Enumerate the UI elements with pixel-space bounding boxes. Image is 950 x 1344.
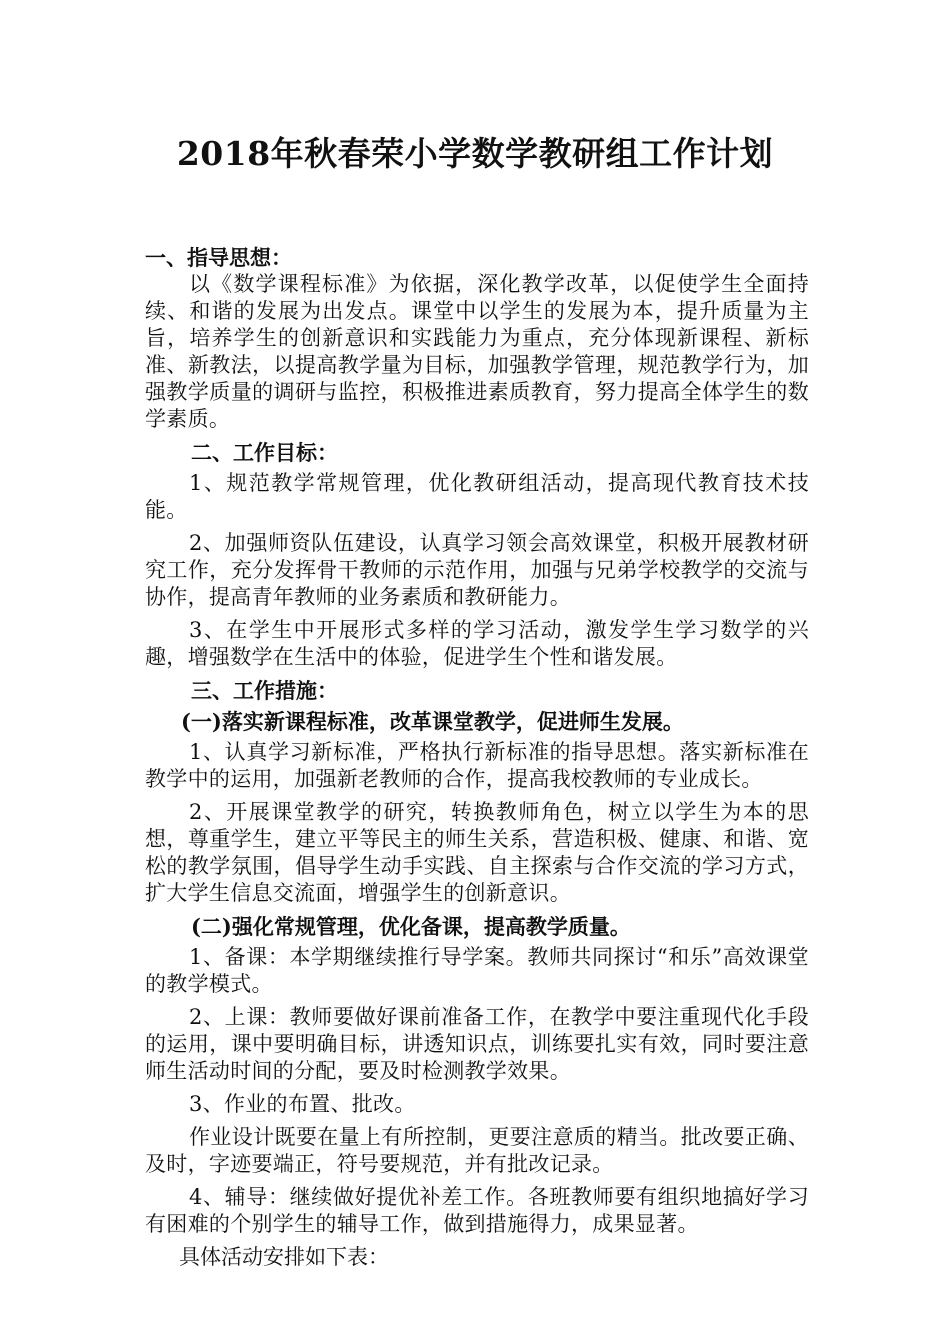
subsection-heading-1: (一)落实新课程标准，改革课堂教学，促进师生发展。 [181,709,684,734]
section-heading-work-goals: 二、工作目标： [191,440,338,465]
measure-2-item-3: 3、作业的布置、批改。 [189,1092,416,1116]
measure-1-item-1: 1、认真学习新标准，严格执行新标准的指导思想。落实新标准在教学中的运用，加强新老教师的合作，提高我校教师的专业成长。 [145,740,809,791]
measure-2-item-1: 1、备课：本学期继续推行导学案。教师共同探讨“和乐”高效课堂的教学模式。 [145,945,809,996]
measure-2-item-5: 4、辅导：继续做好提优补差工作。各班教师要有组织地搞好学习有困难的个别学生的辅导工作，做到措施得力，成果显著。 [145,1185,809,1236]
measure-2-item-2: 2、上课：教师要做好课前准备工作，在教学中要注重现代化手段的运用，课中要明确目标，讲透知识点，训练要扎实有效，同时要注意师生活动时间的分配，要及时检测教学效果。 [145,1005,809,1083]
closing-line: 具体活动安排如下表： [179,1245,389,1269]
measure-1-item-2: 2、开展课堂教学的研究，转换教师角色，树立以学生为本的思想，尊重学生，建立平等民主的师生关系，营造积极、健康、和谐、宽松的教学氛围，倡导学生动手实践、自主探索与合作交流的学习方式，扩大学生信息交流面，增强学生的创新意识。 [145,800,809,905]
goal-item-1: 1、规范教学常规管理，优化教研组活动，提高现代教育技术技能。 [145,471,809,522]
section-heading-guiding-ideology: 一、指导思想： [145,245,292,270]
goal-item-3: 3、在学生中开展形式多样的学习活动，激发学生学习数学的兴趣，增强数学在生活中的体验，促进学生个性和谐发展。 [145,618,809,669]
paragraph-guiding-ideology: 以《数学课程标准》为依据，深化教学改革，以促使学生全面持续、和谐的发展为出发点。课堂中以学生的发展为本，提升质量为主旨，培养学生的创新意识和实践能力为重点，充分体现新课程、新标准、新教法，以提高教学量为目标，加强教学管理，规范教学行为，加强教学质量的调研与监控，积极推进素质教育，努力提高全体学生的数学素质。 [145,272,809,431]
subsection-heading-2: (二)强化常规管理，优化备课，提高教学质量。 [191,914,631,939]
document-body [145,244,809,1271]
document-title: 2018年秋春荣小学数学教研组工作计划 [176,134,774,173]
goal-item-2: 2、加强师资队伍建设，认真学习领会高效课堂，积极开展教材研究工作，充分发挥骨干教师的示范作用，加强与兄弟学校教学的交流与协作，提高青年教师的业务素质和教研能力。 [145,531,809,609]
measure-2-item-4: 作业设计既要在量上有所控制，更要注意质的精当。批改要正确、及时，字迹要端正，符号要规范，并有批改记录。 [145,1125,809,1176]
section-heading-work-measures: 三、工作措施： [191,678,338,703]
